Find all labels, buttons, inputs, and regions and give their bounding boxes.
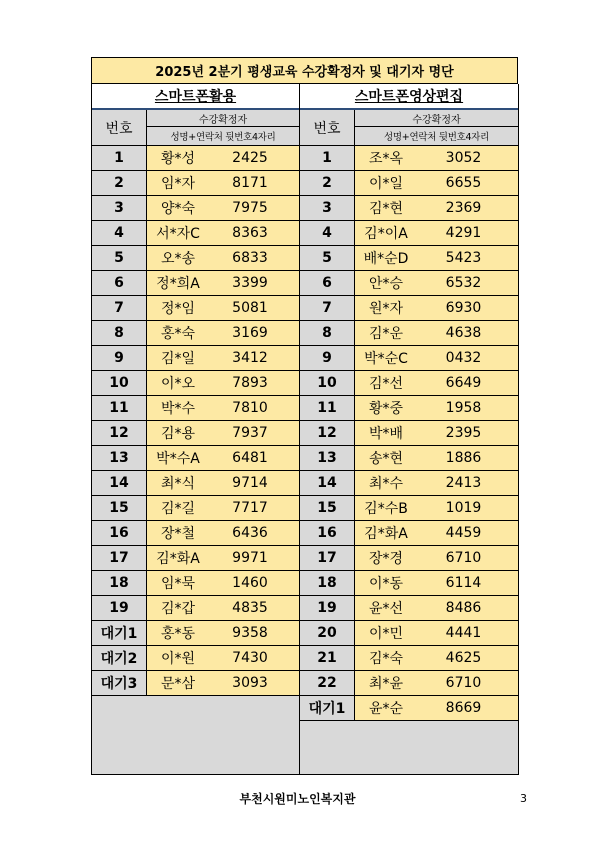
- enrollee-name: 박*배: [368, 426, 404, 442]
- table-row: [300, 671, 518, 696]
- enrollee-cell: [147, 246, 299, 270]
- course-title-right: [300, 84, 518, 110]
- phone-last4: 1019: [445, 500, 482, 516]
- phone-last4: 3169: [232, 325, 268, 341]
- enrollee-name: 김*숙: [368, 651, 404, 667]
- enrollee-cell: [355, 646, 518, 670]
- enrollee-cell: [355, 146, 518, 170]
- row-number: 3: [92, 196, 147, 220]
- enrollee-cell: [355, 496, 518, 520]
- phone-last4: 8171: [232, 175, 268, 191]
- phone-last4: 6649: [445, 375, 482, 391]
- row-number: 1: [92, 146, 147, 170]
- enrollee-name: 최*식: [160, 476, 196, 492]
- empty-area-right: [300, 721, 518, 774]
- enrollee-cell: [355, 521, 518, 545]
- table-row: [92, 321, 299, 346]
- enrollee-name: 김*화A: [364, 526, 408, 542]
- enrollee-name: 이*오: [160, 376, 196, 392]
- enrollee-cell: [355, 321, 518, 345]
- enrollee-cell: [147, 496, 299, 520]
- enrollee-name: 최*윤: [368, 676, 404, 692]
- phone-last4: 6114: [445, 575, 482, 591]
- right-course-column: [300, 84, 519, 775]
- table-row: [92, 546, 299, 571]
- phone-last4: 4638: [445, 325, 482, 341]
- enrollee-name: 정*희A: [156, 276, 200, 292]
- row-number: 5: [92, 246, 147, 270]
- phone-last4: 7937: [232, 425, 268, 441]
- enrollee-cell: [355, 696, 518, 720]
- enrollee-name: 임*묵: [160, 576, 196, 592]
- enrollee-cell: [147, 196, 299, 220]
- table-row: [92, 671, 299, 696]
- table-row: [92, 171, 299, 196]
- row-number: 12: [300, 421, 355, 445]
- enrollee-cell: [147, 271, 299, 295]
- row-number: 16: [300, 521, 355, 545]
- row-number: 15: [92, 496, 147, 520]
- enrolled-header: [147, 110, 299, 145]
- row-number: 14: [92, 471, 147, 495]
- enrollee-cell: [147, 221, 299, 245]
- enrollee-name: 김*운: [368, 326, 404, 342]
- enrollee-name: 홍*숙: [160, 326, 196, 342]
- phone-last4: 3399: [232, 275, 268, 291]
- row-number: 20: [300, 621, 355, 645]
- table-row: [92, 396, 299, 421]
- enrollee-cell: [355, 271, 518, 295]
- phone-last4: 7975: [232, 200, 268, 216]
- enrollee-name: 이*원: [160, 651, 196, 667]
- enrollee-name: 김*이A: [364, 226, 408, 242]
- row-number: 대기1: [92, 621, 147, 645]
- enrollee-name: 서*자C: [156, 226, 200, 242]
- left-course-column: [91, 84, 300, 775]
- row-number: 14: [300, 471, 355, 495]
- enrollee-cell: [147, 471, 299, 495]
- table-row: [300, 396, 518, 421]
- table-row: [92, 521, 299, 546]
- row-number: 4: [92, 221, 147, 245]
- enrollee-name: 윤*순: [368, 701, 404, 717]
- row-number: 8: [92, 321, 147, 345]
- enrollee-cell: [355, 246, 518, 270]
- number-header: 번호: [300, 110, 355, 145]
- row-number: 대기1: [300, 696, 355, 720]
- enrollee-name: 최*수: [368, 476, 404, 492]
- phone-last4: 9971: [232, 550, 268, 566]
- number-header: 번호: [92, 110, 147, 145]
- phone-last4: 8486: [445, 600, 482, 616]
- enrollee-cell: [355, 346, 518, 370]
- enrollee-cell: [147, 521, 299, 545]
- phone-last4: 4835: [232, 600, 268, 616]
- rows-left: [92, 146, 299, 696]
- enrolled-label: 수강확정자: [147, 110, 299, 127]
- phone-last4: 8363: [232, 225, 268, 241]
- table-row: [300, 321, 518, 346]
- enrollee-name: 정*임: [160, 301, 196, 317]
- enrollee-name: 원*자: [368, 301, 404, 317]
- phone-last4: 2395: [445, 425, 482, 441]
- phone-last4: 5081: [232, 300, 268, 316]
- row-number: 18: [92, 571, 147, 595]
- table-row: [92, 446, 299, 471]
- enrolled-label: 수강확정자: [355, 110, 518, 127]
- row-number: 3: [300, 196, 355, 220]
- enrollee-cell: [147, 296, 299, 320]
- phone-last4: 1886: [445, 450, 482, 466]
- table-row: [92, 196, 299, 221]
- table-row: [300, 221, 518, 246]
- table-row: [92, 146, 299, 171]
- phone-last4: 7893: [232, 375, 268, 391]
- enrollee-cell: [147, 621, 299, 645]
- enrollee-name: 임*자: [160, 176, 196, 192]
- enrollee-cell: [147, 571, 299, 595]
- row-number: 9: [92, 346, 147, 370]
- enrollee-cell: [147, 671, 299, 695]
- enrollee-name: 김*갑: [160, 601, 196, 617]
- course-name: 스마트폰영상편집: [354, 89, 464, 105]
- row-number: 5: [300, 246, 355, 270]
- enrollee-cell: [355, 171, 518, 195]
- phone-last4: 7430: [232, 650, 268, 666]
- table-row: [92, 646, 299, 671]
- row-number: 19: [92, 596, 147, 620]
- row-number: 6: [92, 271, 147, 295]
- table-row: [92, 271, 299, 296]
- enrollee-name: 배*순D: [363, 251, 409, 267]
- enrollee-cell: [355, 621, 518, 645]
- phone-last4: 6532: [445, 275, 482, 291]
- enrollee-cell: [355, 471, 518, 495]
- enrollee-name: 오*송: [160, 251, 196, 267]
- table-row: [92, 371, 299, 396]
- row-number: 12: [92, 421, 147, 445]
- table-row: [300, 621, 518, 646]
- phone-last4: 3052: [445, 150, 482, 166]
- row-number: 11: [92, 396, 147, 420]
- phone-last4: 6436: [232, 525, 268, 541]
- table-row: [300, 246, 518, 271]
- enrollee-name: 김*수B: [364, 501, 408, 517]
- enrollee-name: 송*현: [368, 451, 404, 467]
- row-number: 1: [300, 146, 355, 170]
- rows-right: [300, 146, 518, 721]
- phone-last4: 0432: [445, 350, 482, 366]
- row-number: 7: [300, 296, 355, 320]
- row-number: 대기3: [92, 671, 147, 695]
- row-number: 7: [92, 296, 147, 320]
- row-number: 4: [300, 221, 355, 245]
- enrollee-name: 양*숙: [160, 201, 196, 217]
- enrollee-cell: [147, 146, 299, 170]
- row-number: 10: [92, 371, 147, 395]
- enrollee-name: 김*용: [160, 426, 196, 442]
- enrollee-cell: [147, 646, 299, 670]
- row-number: 17: [300, 546, 355, 570]
- table-row: [300, 446, 518, 471]
- roster-table: [91, 84, 519, 775]
- table-row: [300, 296, 518, 321]
- row-number: 8: [300, 321, 355, 345]
- enrollee-cell: [147, 346, 299, 370]
- row-number: 22: [300, 671, 355, 695]
- table-row: [300, 546, 518, 571]
- table-header-right: [300, 110, 518, 146]
- table-row: [300, 146, 518, 171]
- table-row: [300, 271, 518, 296]
- enrollee-name: 황*중: [368, 401, 404, 417]
- table-row: [300, 196, 518, 221]
- phone-last4: 4441: [445, 625, 482, 641]
- document-title: 2025년 2분기 평생교육 수강확정자 및 대기자 명단: [91, 57, 518, 84]
- phone-last4: 6930: [445, 300, 482, 316]
- row-number: 17: [92, 546, 147, 570]
- row-number: 9: [300, 346, 355, 370]
- table-header-left: [92, 110, 299, 146]
- table-row: [300, 496, 518, 521]
- enrollee-name: 이*동: [368, 576, 404, 592]
- enrollee-name: 김*길: [160, 501, 196, 517]
- phone-last4: 6710: [445, 550, 482, 566]
- enrollee-cell: [355, 221, 518, 245]
- phone-last4: 6710: [445, 675, 482, 691]
- phone-last4: 6833: [232, 250, 268, 266]
- name-phone-label: 성명+연락처 뒷번호4자리: [147, 127, 299, 145]
- enrollee-cell: [147, 446, 299, 470]
- phone-last4: 2369: [445, 200, 482, 216]
- enrollee-name: 박*순C: [364, 351, 408, 367]
- table-row: [300, 471, 518, 496]
- enrollee-name: 김*선: [368, 376, 404, 392]
- enrollee-name: 이*일: [368, 176, 404, 192]
- phone-last4: 2425: [232, 150, 268, 166]
- table-row: [92, 221, 299, 246]
- enrollee-name: 조*옥: [368, 151, 404, 167]
- course-name: 스마트폰활용: [154, 89, 237, 105]
- empty-area-left: [92, 696, 299, 774]
- row-number: 11: [300, 396, 355, 420]
- phone-last4: 8669: [445, 700, 482, 716]
- enrollee-cell: [355, 396, 518, 420]
- row-number: 2: [92, 171, 147, 195]
- phone-last4: 6655: [445, 175, 482, 191]
- row-number: 19: [300, 596, 355, 620]
- row-number: 2: [300, 171, 355, 195]
- enrollee-cell: [355, 371, 518, 395]
- row-number: 13: [92, 446, 147, 470]
- enrollee-name: 문*삼: [160, 676, 196, 692]
- row-number: 6: [300, 271, 355, 295]
- table-row: [300, 696, 518, 721]
- enrollee-cell: [355, 671, 518, 695]
- enrollee-name: 장*경: [368, 551, 404, 567]
- name-phone-label: 성명+연락처 뒷번호4자리: [355, 127, 518, 145]
- enrollee-cell: [147, 171, 299, 195]
- phone-last4: 7717: [232, 500, 268, 516]
- table-row: [300, 371, 518, 396]
- enrollee-name: 황*성: [160, 151, 196, 167]
- enrollee-cell: [355, 196, 518, 220]
- phone-last4: 2413: [445, 475, 482, 491]
- enrollee-name: 장*철: [160, 526, 196, 542]
- row-number: 10: [300, 371, 355, 395]
- enrollee-cell: [147, 421, 299, 445]
- course-title-left: [92, 84, 299, 110]
- enrollee-name: 박*수: [160, 401, 196, 417]
- enrollee-name: 안*승: [368, 276, 404, 292]
- phone-last4: 6481: [232, 450, 268, 466]
- phone-last4: 4459: [445, 525, 482, 541]
- enrollee-cell: [355, 296, 518, 320]
- enrollee-name: 홍*동: [160, 626, 196, 642]
- table-row: [92, 421, 299, 446]
- phone-last4: 1460: [232, 575, 268, 591]
- table-row: [92, 596, 299, 621]
- enrollee-name: 김*현: [368, 201, 404, 217]
- enrollee-cell: [355, 596, 518, 620]
- phone-last4: 4625: [445, 650, 482, 666]
- table-row: [300, 346, 518, 371]
- table-row: [92, 246, 299, 271]
- table-row: [300, 521, 518, 546]
- table-row: [300, 171, 518, 196]
- row-number: 15: [300, 496, 355, 520]
- enrollee-cell: [147, 596, 299, 620]
- phone-last4: 9358: [232, 625, 268, 641]
- page-number: 3: [520, 792, 527, 805]
- phone-last4: 9714: [232, 475, 268, 491]
- enrollee-cell: [147, 371, 299, 395]
- phone-last4: 7810: [232, 400, 268, 416]
- table-row: [300, 571, 518, 596]
- enrollee-cell: [355, 571, 518, 595]
- enrollee-cell: [355, 421, 518, 445]
- enrollee-name: 윤*선: [368, 601, 404, 617]
- organization-name: 부천시원미노인복지관: [239, 792, 356, 806]
- enrollee-name: 김*화A: [156, 551, 200, 567]
- table-row: [92, 621, 299, 646]
- enrollee-cell: [147, 396, 299, 420]
- table-row: [92, 571, 299, 596]
- table-row: [300, 646, 518, 671]
- row-number: 13: [300, 446, 355, 470]
- phone-last4: 4291: [445, 225, 482, 241]
- enrollee-cell: [147, 321, 299, 345]
- table-row: [92, 346, 299, 371]
- phone-last4: 3093: [232, 675, 268, 691]
- enrolled-header: [355, 110, 518, 145]
- enrollee-name: 박*수A: [156, 451, 200, 467]
- table-row: [92, 496, 299, 521]
- enrollee-cell: [355, 446, 518, 470]
- phone-last4: 3412: [232, 350, 268, 366]
- row-number: 18: [300, 571, 355, 595]
- row-number: 대기2: [92, 646, 147, 670]
- table-row: [300, 596, 518, 621]
- enrollee-cell: [355, 546, 518, 570]
- phone-last4: 1958: [445, 400, 482, 416]
- row-number: 21: [300, 646, 355, 670]
- table-row: [92, 296, 299, 321]
- enrollee-cell: [147, 546, 299, 570]
- enrollee-name: 이*민: [368, 626, 404, 642]
- row-number: 16: [92, 521, 147, 545]
- phone-last4: 5423: [445, 250, 482, 266]
- table-row: [92, 471, 299, 496]
- enrollee-name: 김*일: [160, 351, 196, 367]
- table-row: [300, 421, 518, 446]
